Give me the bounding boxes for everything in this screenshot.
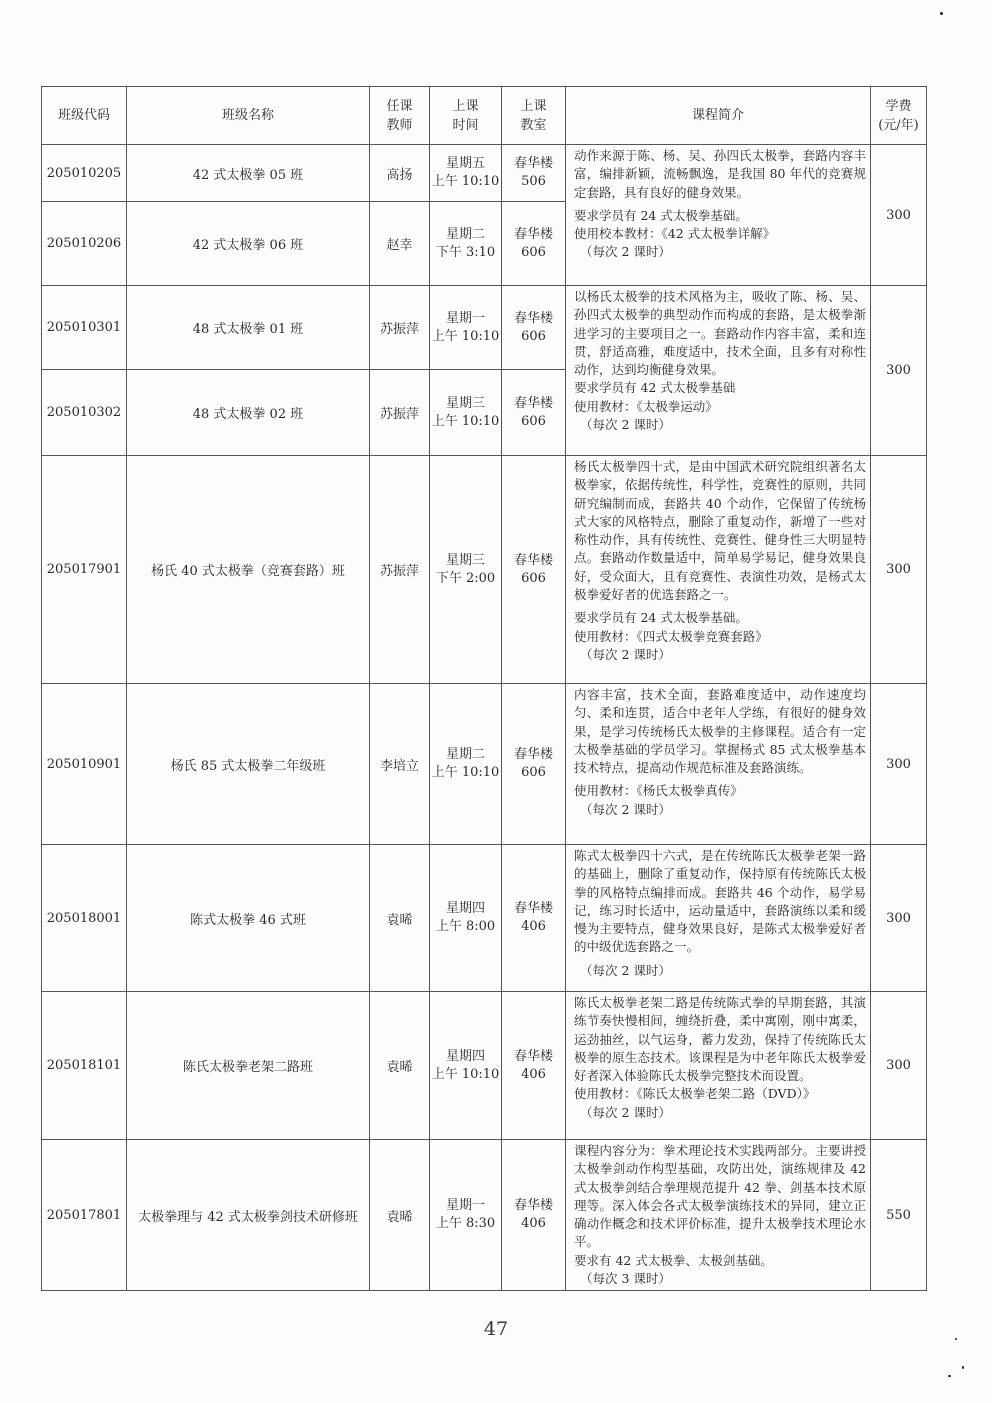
class-name: 陈式太极拳 46 式班 [127,845,370,992]
table-row [42,286,927,370]
class-teacher: 高扬 [370,145,430,202]
header-teacher: 任课 教师 [370,87,430,145]
course-description: 陈氏太极拳老架二路是传统陈式拳的早期套路，其演练节奏快慢相间，缠绕折叠，柔中寓刚，刚中寓柔，运劲抽丝，以气运身，蓄力发劲，保持了传统陈氏太极拳的原生态技术。该课程是为中老年陈氏太极拳爱好者深入体验陈氏太极拳完整技术而设置。 使用教材：《陈氏太极拳老架二路（DVD）》 （每次 2 课时） [566,992,871,1140]
header-code: 班级代码 [42,87,127,145]
table-row [42,145,927,202]
class-room: 春华楼 606 [502,202,566,286]
course-description: 陈式太极拳四十六式，是在传统陈氏太极拳老架一路的基础上，删除了重复动作，保持原有传统陈氏太极拳的风格特点编排而成。套路共 46 个动作，易学易记，练习时长适中，运动量适中，套路演练以柔和缓慢为主要特点，健身效果良好，是陈式太极拳爱好者的中级优选套路之一。 （每次 2 课时） [566,845,871,992]
class-name: 48 式太极拳 02 班 [127,370,370,456]
table-header-row [42,87,927,145]
class-teacher: 赵幸 [370,202,430,286]
class-code: 205010301 [42,286,127,370]
class-code: 205018101 [42,992,127,1140]
header-name: 班级名称 [127,87,370,145]
class-time: 星期一 上午 10:10 [430,286,502,370]
class-room: 春华楼 406 [502,1140,566,1291]
scan-mark [940,12,943,15]
class-name: 太极拳理与 42 式太极拳剑技术研修班 [127,1140,370,1291]
tuition-fee: 300 [871,845,927,992]
class-room: 春华楼 506 [502,145,566,202]
scan-mark [948,1375,951,1377]
class-time: 星期三 上午 10:10 [430,370,502,456]
class-teacher: 苏振萍 [370,456,430,684]
class-room: 春华楼 406 [502,992,566,1140]
header-time: 上课 时间 [430,87,502,145]
course-description: 以杨氏太极拳的技术风格为主，吸收了陈、杨、吴、孙四式太极拳的典型动作而构成的套路，是太极拳渐进学习的主要项目之一。套路动作内容丰富，柔和连贯，舒适高雅，难度适中，技术全面，且多有对称性动作，达到均衡健身效果。 要求学员有 42 式太极拳基础 使用教材：《太极拳运动》 （每次 2 课时） [566,286,871,456]
tuition-fee: 300 [871,684,927,845]
class-code: 205018001 [42,845,127,992]
table-row [42,992,927,1140]
class-teacher: 苏振萍 [370,370,430,456]
table-row [42,845,927,992]
class-code: 205010302 [42,370,127,456]
class-name: 42 式太极拳 05 班 [127,145,370,202]
course-description: 内容丰富，技术全面，套路难度适中，动作速度均匀、柔和连贯，适合中老年人学练，有很好的健身效果，是学习传统杨氏太极拳的主修课程。适合有一定太极拳基础的学员学习。掌握杨式 85 式太极拳基本技术特点，提高动作规范标准及套路演练。 使用教材：《杨氏太极拳真传》 （每次 2 课时） [566,684,871,845]
table-row [42,456,927,684]
class-room: 春华楼 606 [502,370,566,456]
class-name: 杨氏 85 式太极拳二年级班 [127,684,370,845]
tuition-fee: 300 [871,145,927,286]
tuition-fee: 300 [871,992,927,1140]
table-row [42,1140,927,1291]
class-room: 春华楼 606 [502,456,566,684]
scan-mark [955,1338,957,1340]
class-teacher: 苏振萍 [370,286,430,370]
class-code: 205010901 [42,684,127,845]
class-code: 205010206 [42,202,127,286]
class-time: 星期四 上午 8:00 [430,845,502,992]
header-fee: 学费 (元/年) [871,87,927,145]
class-time: 星期一 上午 8:30 [430,1140,502,1291]
header-desc: 课程简介 [566,87,871,145]
table-row [42,684,927,845]
class-name: 42 式太极拳 06 班 [127,202,370,286]
class-code: 205017901 [42,456,127,684]
page-number: 47 [483,1318,509,1340]
class-code: 205017801 [42,1140,127,1291]
class-name: 陈氏太极拳老架二路班 [127,992,370,1140]
course-description: 动作来源于陈、杨、吴、孙四氏太极拳，套路内容丰富，编排新颖，流畅飘逸，是我国 80 年代的竞赛规定套路，具有良好的健身效果。 要求学员有 24 式太极拳基础。 使用校本教材：《42 式太极拳详解》 （每次 2 课时） [566,145,871,286]
class-name: 杨氏 40 式太极拳（竞赛套路）班 [127,456,370,684]
class-time: 星期五 上午 10:10 [430,145,502,202]
class-teacher: 袁晞 [370,845,430,992]
header-room: 上课 教室 [502,87,566,145]
scan-mark [962,1366,964,1369]
class-teacher: 袁晞 [370,992,430,1140]
class-time: 星期三 下午 2:00 [430,456,502,684]
class-time: 星期二 下午 3:10 [430,202,502,286]
class-room: 春华楼 406 [502,845,566,992]
course-description: 杨氏太极拳四十式，是由中国武术研究院组织著名太极拳家，依据传统性，科学性，竞赛性的原则，共同研究编制而成，套路共 40 个动作，它保留了传统杨式大家的风格特点，删除了重复动作，新增了一些对称性动作，具有传统性、竞赛性、健身性三大明显特点。套路动作数量适中，简单易学易记，健身效果良好，受众面大，且有竞赛性、表演性功效，是杨式太极拳爱好者的优选套路之一。 要求学员有 24 式太极拳基础。 使用教材：《四式太极拳竞赛套路》 （每次 2 课时） [566,456,871,684]
class-room: 春华楼 606 [502,684,566,845]
class-name: 48 式太极拳 01 班 [127,286,370,370]
class-teacher: 李培立 [370,684,430,845]
class-time: 星期二 上午 10:10 [430,684,502,845]
class-room: 春华楼 606 [502,286,566,370]
course-description: 课程内容分为：拳术理论技术实践两部分。主要讲授太极拳剑动作构型基础，攻防出处，演练规律及 42 式太极拳剑结合拳理规范提升 42 拳、剑基本技术原理等。深入体会各式太极拳演练技术的异同，建立正确动作概念和技术评价标准，提升太极拳技术理论水平。 要求有 42 式太极拳、太极剑基础。 （每次 3 课时） [566,1140,871,1291]
tuition-fee: 550 [871,1140,927,1291]
class-time: 星期四 上午 10:10 [430,992,502,1140]
class-code: 205010205 [42,145,127,202]
tuition-fee: 300 [871,286,927,456]
course-table [41,86,927,1291]
class-teacher: 袁晞 [370,1140,430,1291]
tuition-fee: 300 [871,456,927,684]
